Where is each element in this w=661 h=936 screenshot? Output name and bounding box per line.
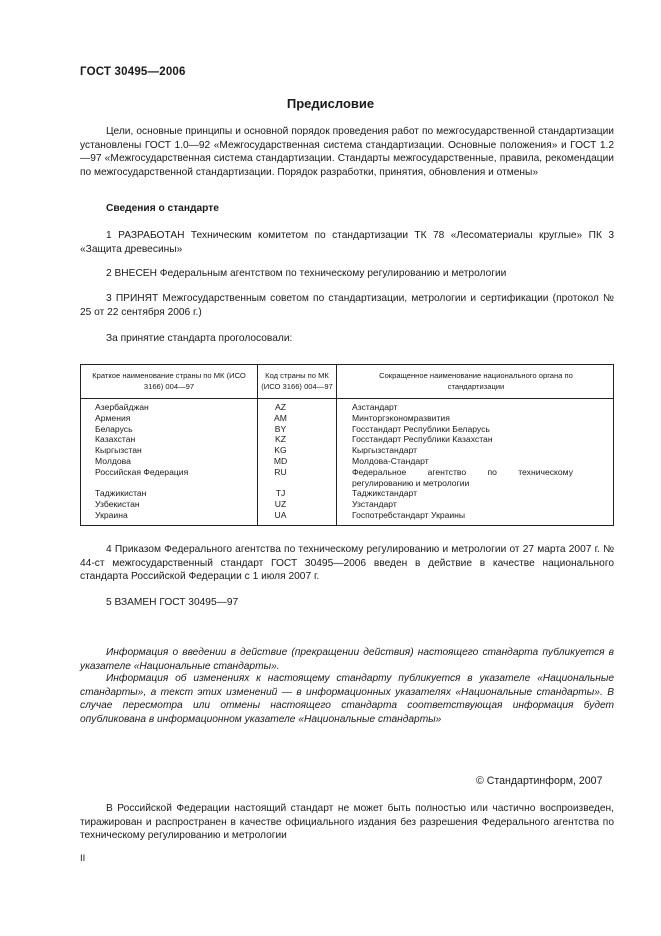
- copyright: © Стандартинформ, 2007: [476, 775, 603, 787]
- cell-country: Российская Федерация: [95, 466, 189, 477]
- item-5-text: 5 ВЗАМЕН ГОСТ 30495—97: [106, 597, 239, 608]
- table-header-country: Краткое наименование страны по МК (ИСО 3166) 004—97: [92, 371, 246, 391]
- section-title: Сведения о стандарте: [106, 203, 219, 214]
- item-2-text: 2 ВНЕСЕН Федеральным агентством по техническому регулированию и метрологии: [106, 268, 507, 279]
- intro-text: Цели, основные принципы и основной порядок проведения работ по межгосударственной стандартизации установлены ГОСТ 1.0—92 «Межгосударственная система стандартизации. Основные положения» и ГОСТ 1.2—97 «Межгосударственная система стандартизации. Стандарты межгосударственные, правила, рекомендации по межгосударственной стандартизации. Порядок разработки, принятия, обновления и отмены»: [80, 126, 614, 178]
- document-header: ГОСТ 30495—2006: [80, 66, 186, 78]
- page-title: Предисловие: [286, 96, 375, 111]
- item-2: [80, 267, 614, 281]
- table-row: [81, 510, 613, 521]
- table-row: [81, 488, 613, 499]
- countries-table: [80, 364, 614, 526]
- legal-notice: [80, 802, 614, 843]
- cell-body: Кыргызстандарт: [352, 445, 418, 456]
- cell-country: Казахстан: [95, 434, 136, 445]
- item-3: [80, 292, 614, 319]
- info-changes-text: Информация об изменениях к настоящему стандарту публикуется в указателе «Национальные стандарты», а текст этих изменений — в информационных указателях «Национальные стандарты». В случае пересмотра или отмены настоящего стандарта соответствующая информация будет опубликована в информационном указателе «Национальные стандарты»: [80, 673, 614, 725]
- cell-code: AM: [274, 412, 287, 423]
- cell-code: BY: [274, 423, 287, 434]
- item-5: [80, 596, 614, 610]
- info-publication-text: Информация о введении в действие (прекращении действия) настоящего стандарта публикуется в указателе «Национальные стандарты».: [80, 647, 614, 672]
- cell-body: Таджикстандарт: [352, 488, 418, 499]
- cell-country: Азербайджан: [95, 402, 149, 412]
- cell-country: Украина: [95, 509, 128, 520]
- cell-body: Узстандарт: [352, 499, 397, 510]
- cell-code: UA: [274, 509, 287, 520]
- table-row: [81, 424, 613, 435]
- cell-body: Госпотребстандарт Украины: [352, 509, 466, 520]
- item-3-text: 3 ПРИНЯТ Межгосударственным советом по стандартизации, метрологии и сертификации (протокол № 25 от 22 сентября 2006 г.): [80, 293, 614, 318]
- table-header-code: Код страны по МК (ИСО 3166) 004—97: [261, 371, 333, 391]
- cell-code: TJ: [275, 488, 286, 499]
- cell-body: Молдова-Стандарт: [352, 455, 429, 466]
- cell-body: Минторгэкономразвития: [352, 412, 450, 423]
- table-row: [81, 456, 613, 467]
- intro-paragraph: [80, 125, 614, 179]
- legal-notice-text: В Российской Федерации настоящий стандарт не может быть полностью или частично воспроизведен, тиражирован и распространен в качестве официального издания без разрешения Федерального агентства по техническому регулированию и метрологии: [80, 803, 614, 841]
- cell-country: Беларусь: [95, 423, 133, 434]
- table-header-body: Сокращенное наименование национального органа по стандартизации: [379, 371, 573, 391]
- table-row: [81, 467, 613, 489]
- voted-caption: [80, 332, 614, 346]
- table-row: [81, 445, 613, 456]
- page-number: II: [80, 853, 86, 864]
- cell-code: MD: [273, 455, 288, 466]
- table-body: [81, 402, 613, 521]
- table-row: [81, 499, 613, 510]
- voted-text: За принятие стандарта проголосовали:: [106, 333, 293, 344]
- cell-country: Кыргызстан: [95, 445, 142, 456]
- cell-code: UZ: [274, 499, 287, 510]
- item-4-text: 4 Приказом Федерального агентства по техническому регулированию и метрологии от 27 марта 2007 г. № 44-ст межгосударственный стандарт ГОСТ 30495—2006 введен в действие в качестве национального стандарта Российской Федерации с 1 июля 2007 г.: [80, 544, 614, 582]
- info-publication: [80, 646, 614, 673]
- cell-code: RU: [274, 466, 287, 477]
- item-1: [80, 229, 614, 256]
- cell-code: KG: [274, 445, 287, 456]
- item-1-text: 1 РАЗРАБОТАН Техническим комитетом по стандартизации ТК 78 «Лесоматериалы круглые» ПК 3 «Защита древесины»: [80, 230, 614, 255]
- cell-body: Госстандарт Республики Беларусь: [352, 423, 490, 434]
- table-row: [81, 413, 613, 424]
- cell-body: Госстандарт Республики Казахстан: [352, 434, 493, 445]
- cell-body: Азстандарт: [352, 402, 398, 412]
- item-4: [80, 543, 614, 584]
- cell-code: KZ: [275, 434, 286, 445]
- cell-country: Молдова: [95, 455, 131, 466]
- cell-country: Армения: [95, 412, 131, 423]
- table-row: [81, 402, 613, 413]
- info-changes: [80, 672, 614, 726]
- table-header-divider: [81, 398, 613, 399]
- cell-country: Таджикистан: [95, 488, 147, 499]
- cell-country: Узбекистан: [95, 499, 140, 510]
- table-row: [81, 434, 613, 445]
- cell-code: AZ: [275, 402, 286, 412]
- cell-body: Федеральное агентство по техническому регулированию и метрологии: [352, 466, 573, 488]
